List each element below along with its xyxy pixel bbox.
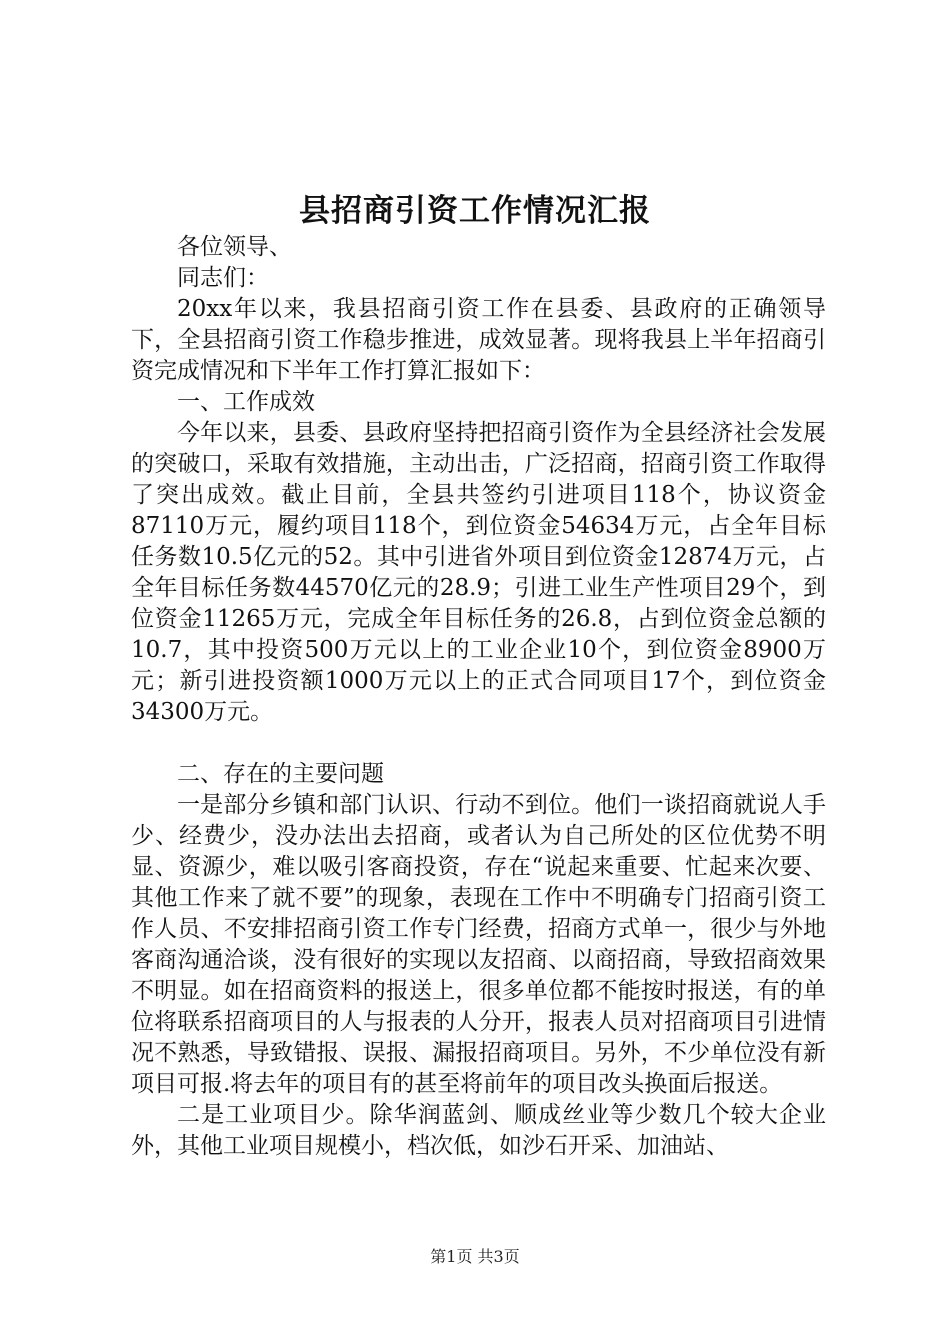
section-1-paragraph: 今年以来，县委、县政府坚持把招商引资作为全县经济社会发展的突破口，采取有效措施，主动出击，广泛招商，招商引资工作取得了突出成效。截止目前，全县共签约引进项目118个，协议资金87110万元，履约项目118个，到位资金54634万元，占全年目标任务数10.5亿元的52。其中引进省外项目到位资金12874万元，占全年目标任务数44570亿元的28.9；引进工业生产性项目29个，到位资金11265万元，完成全年目标任务的26.8，占到位资金总额的10.7，其中投资500万元以上的工业企业10个，到位资金8900万元；新引进投资额1000万元以上的正式合同项目17个，到位资金34300万元。 [131,420,826,725]
salutation-comrades: 同志们： [177,265,269,291]
intro-paragraph: 20xx年以来，我县招商引资工作在县委、县政府的正确领导下，全县招商引资工作稳步推进，成效显著。现将我县上半年招商引资完成情况和下半年工作打算汇报如下： [131,296,826,384]
section-1-heading: 一、工作成效 [177,389,315,415]
paragraph-gap [131,728,826,759]
document-title: 县招商引资工作情况汇报 [299,193,651,229]
section-2-paragraph-2: 二是工业项目少。除华润蓝剑、顺成丝业等少数几个较大企业外，其他工业项目规模小，档次低，如沙石开采、加油站、 [131,1102,826,1159]
section-2-paragraph-1: 一是部分乡镇和部门认识、行动不到位。他们一谈招商就说人手少、经费少，没办法出去招商，或者认为自己所处的区位优势不明显、资源少，难以吸引客商投资，存在“说起来重要、忙起来次要、其他工作来了就不要”的现象，表现在工作中不明确专门招商引资工作人员、不安排招商引资工作专门经费，招商方式单一，很少与外地客商沟通洽谈，没有很好的实现以友招商、以商招商，导致招商效果不明显。如在招商资料的报送上，很多单位都不能按时报送，有的单位将联系招商项目的人与报表的人分开，报表人员对招商项目引进情况不熟悉，导致错报、误报、漏报招商项目。另外，不少单位没有新项目可报.将去年的项目有的甚至将前年的项目改头换面后报送。 [131,792,826,1097]
section-2-heading: 二、存在的主要问题 [177,761,384,787]
salutation-leaders: 各位领导、 [177,234,292,260]
document-body [131,232,826,1162]
page-footer: 第1页 共3页 [430,1247,520,1266]
